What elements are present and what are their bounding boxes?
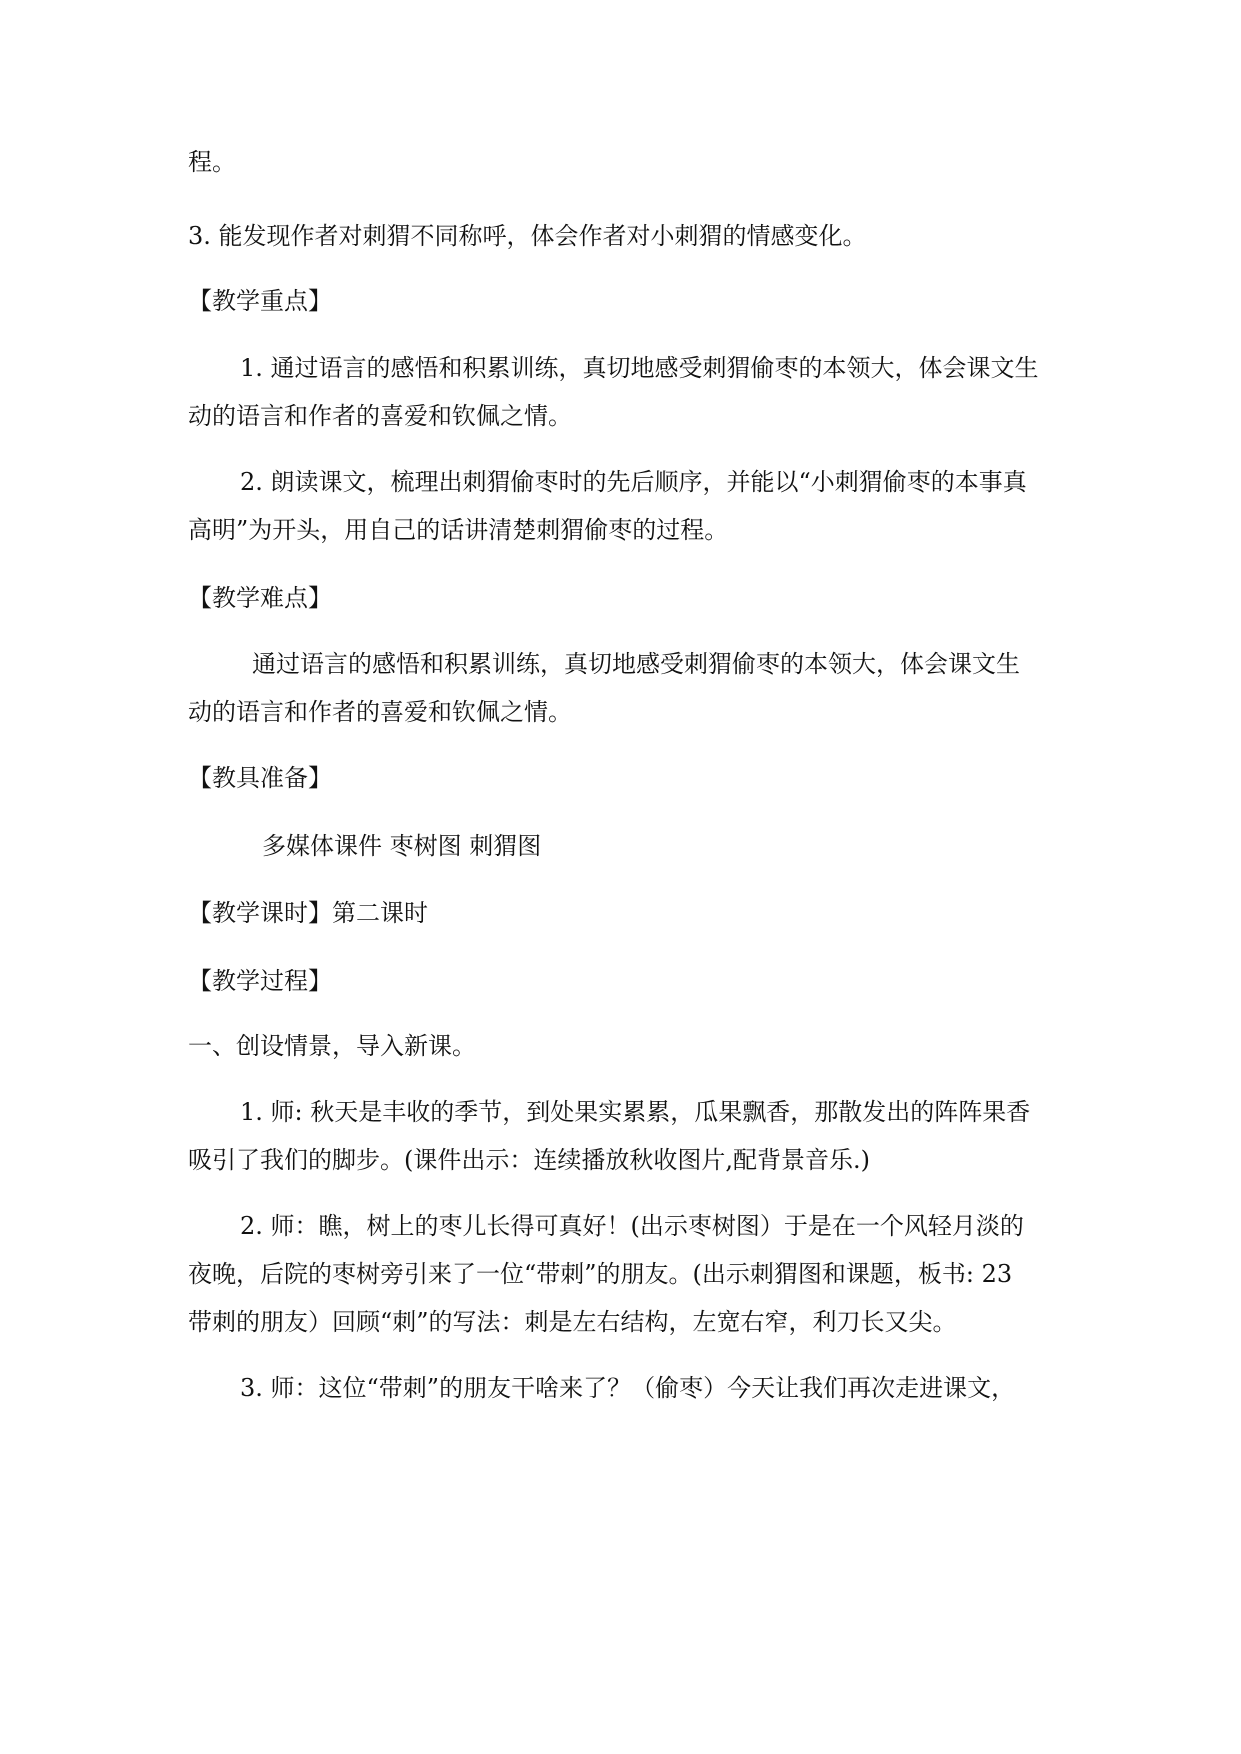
step-2-text: 2. 师：瞧，树上的枣儿长得可真好！(出示枣树图）于是在一个风轻月淡的 — [240, 1212, 1024, 1240]
key-point-1: 1. 通过语言的感悟和积累训练，真切地感受刺猬偷枣的本领大，体会课文生 — [240, 354, 1039, 382]
key-point-2-cont: 高明”为开头，用自己的话讲清楚刺猬偷枣的过程。 — [188, 516, 729, 544]
step-1-text-cont: 吸引了我们的脚步。(课件出示：连续播放秋收图片,配背景音乐.) — [188, 1146, 870, 1174]
objective-3: 3. 能发现作者对刺猬不同称呼，体会作者对小刺猬的情感变化。 — [188, 222, 867, 250]
step-one-heading: 一、创设情景，导入新课。 — [188, 1032, 476, 1060]
section-heading-key-points: 【教学重点】 — [188, 287, 332, 315]
materials-list: 多媒体课件 枣树图 刺猬图 — [262, 832, 542, 860]
difficulty-text: 通过语言的感悟和积累训练，真切地感受刺猬偷枣的本领大，体会课文生 — [252, 650, 1020, 678]
step-2-text-cont: 夜晚，后院的枣树旁引来了一位“带刺”的朋友。(出示刺猬图和课题，板书: 23 — [188, 1260, 1013, 1288]
section-heading-difficulties: 【教学难点】 — [188, 584, 332, 612]
section-heading-periods: 【教学课时】第二课时 — [188, 899, 428, 927]
text-line: 程。 — [188, 148, 236, 176]
key-point-1-cont: 动的语言和作者的喜爱和钦佩之情。 — [188, 402, 572, 430]
difficulty-text-cont: 动的语言和作者的喜爱和钦佩之情。 — [188, 698, 572, 726]
step-3-text: 3. 师：这位“带刺”的朋友干啥来了？（偷枣）今天让我们再次走进课文， — [240, 1374, 1016, 1402]
step-1-text: 1. 师: 秋天是丰收的季节，到处果实累累，瓜果飘香，那散发出的阵阵果香 — [240, 1098, 1031, 1126]
section-heading-process: 【教学过程】 — [188, 967, 332, 995]
section-heading-materials: 【教具准备】 — [188, 764, 332, 792]
key-point-2: 2. 朗读课文，梳理出刺猬偷枣时的先后顺序，并能以“小刺猬偷枣的本事真 — [240, 468, 1027, 496]
step-2-text-cont2: 带刺的朋友）回顾“刺”的写法：刺是左右结构，左宽右窄，利刀长又尖。 — [188, 1308, 957, 1336]
